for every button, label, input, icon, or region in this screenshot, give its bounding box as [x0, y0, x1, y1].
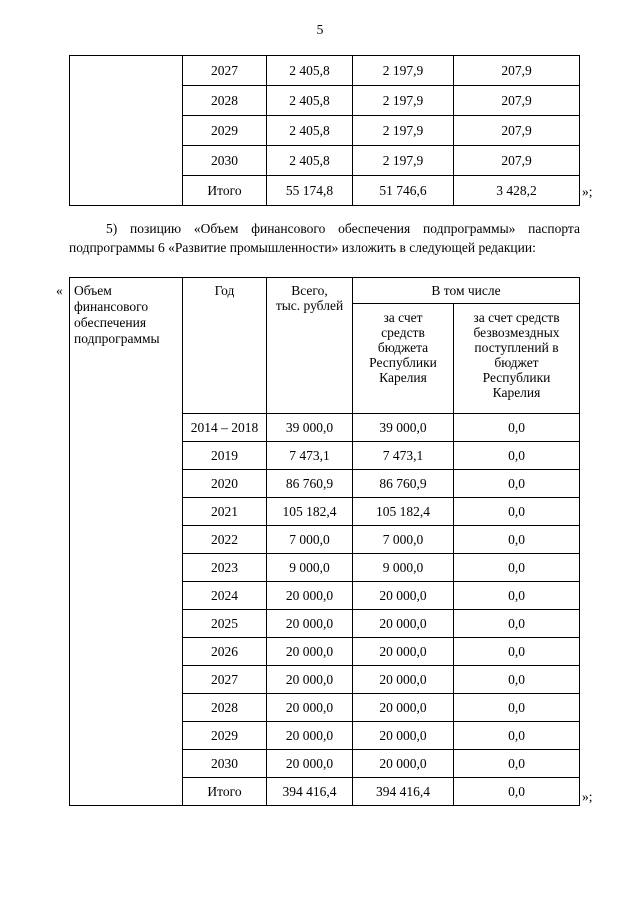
table-cell: 2 197,9	[353, 116, 454, 146]
table-cell: 2 197,9	[353, 86, 454, 116]
table1-closing-quote: »;	[582, 184, 593, 199]
table-cell: 0,0	[454, 442, 580, 470]
page-number: 5	[316, 22, 324, 37]
table-cell: 7 000,0	[267, 526, 353, 554]
table2-opening-quote: «	[56, 283, 63, 298]
header-line: Всего,	[291, 283, 328, 298]
total-header	[267, 278, 353, 414]
table2-closing-quote: »;	[582, 789, 593, 804]
table-cell: 2029	[183, 722, 267, 750]
table-cell: 2 405,8	[267, 56, 353, 86]
header-line: бюджета	[377, 340, 429, 355]
header-line: за счет средств	[473, 310, 560, 325]
table-cell: 20 000,0	[267, 610, 353, 638]
funding-table-subprogram6	[69, 277, 580, 806]
table-cell: 0,0	[454, 582, 580, 610]
table-cell: 2 197,9	[353, 146, 454, 176]
table-cell: 2022	[183, 526, 267, 554]
table-cell: 7 473,1	[353, 442, 454, 470]
table-cell: 0,0	[454, 694, 580, 722]
funding-table-continued	[69, 55, 580, 206]
table-cell: 55 174,8	[267, 176, 353, 206]
table-cell: 0,0	[454, 638, 580, 666]
table-cell: 207,9	[454, 116, 580, 146]
table-cell: 86 760,9	[267, 470, 353, 498]
table-cell: 0,0	[454, 778, 580, 806]
table-cell: 0,0	[454, 722, 580, 750]
table-cell: 20 000,0	[353, 638, 454, 666]
table-cell: 20 000,0	[267, 722, 353, 750]
table-cell: 0,0	[454, 750, 580, 778]
table-cell: 7 473,1	[267, 442, 353, 470]
table-cell: 20 000,0	[353, 722, 454, 750]
table-cell: 39 000,0	[353, 414, 454, 442]
table-cell: 394 416,4	[267, 778, 353, 806]
table-cell: 20 000,0	[267, 582, 353, 610]
table-cell: 2030	[183, 146, 267, 176]
table-cell: 2 197,9	[353, 56, 454, 86]
table-row	[70, 56, 580, 86]
table-cell: 105 182,4	[353, 498, 454, 526]
table-cell: 2024	[183, 582, 267, 610]
label-line: Объем	[74, 283, 112, 298]
label-line: подпрограммы	[74, 331, 160, 346]
table-cell: 207,9	[454, 146, 580, 176]
table-cell: 9 000,0	[353, 554, 454, 582]
amendment-paragraph-line2: подпрограммы 6 «Развитие промышленности» изложить в следующей редакции:	[69, 240, 536, 255]
table-cell: 0,0	[454, 526, 580, 554]
table-cell: 2021	[183, 498, 267, 526]
header-line: Карелия	[379, 370, 427, 385]
table-cell: 2 405,8	[267, 146, 353, 176]
table-cell: 2028	[183, 86, 267, 116]
table-cell: 2026	[183, 638, 267, 666]
header-line: поступлений в	[474, 340, 559, 355]
header-line: за счет	[383, 310, 423, 325]
table-cell: 2030	[183, 750, 267, 778]
table-cell: 0,0	[454, 610, 580, 638]
header-line: средств	[381, 325, 425, 340]
table-cell: 86 760,9	[353, 470, 454, 498]
table-cell: 20 000,0	[267, 638, 353, 666]
table-cell: 2014 – 2018	[183, 414, 267, 442]
year-header: Год	[183, 278, 267, 414]
table-cell: 20 000,0	[353, 666, 454, 694]
label-line: финансового	[74, 299, 149, 314]
table-cell: 2 405,8	[267, 116, 353, 146]
table-cell: 207,9	[454, 56, 580, 86]
budget-header	[353, 304, 454, 414]
table-cell: 0,0	[454, 498, 580, 526]
table-cell: 20 000,0	[353, 582, 454, 610]
table-cell: 2025	[183, 610, 267, 638]
table-cell: 51 746,6	[353, 176, 454, 206]
table-cell: 0,0	[454, 554, 580, 582]
table-cell: 3 428,2	[454, 176, 580, 206]
amendment-paragraph-line1: 5) позицию «Объем финансового обеспечения подпрограммы» паспорта	[106, 221, 580, 236]
free-receipts-header	[454, 304, 580, 414]
header-line: Карелия	[492, 385, 541, 400]
table-cell: 0,0	[454, 666, 580, 694]
table-cell: 0,0	[454, 470, 580, 498]
table-cell: 2027	[183, 666, 267, 694]
table-cell: 2028	[183, 694, 267, 722]
header-line: безвозмездных	[473, 325, 560, 340]
header-line: бюджет	[494, 355, 539, 370]
table-cell: 207,9	[454, 86, 580, 116]
table-cell: 2 405,8	[267, 86, 353, 116]
table-cell: 20 000,0	[267, 694, 353, 722]
table-cell: 9 000,0	[267, 554, 353, 582]
blank-label-cell	[70, 56, 183, 206]
table-cell: 2019	[183, 442, 267, 470]
table-cell: Итого	[183, 778, 267, 806]
table-cell: Итого	[183, 176, 267, 206]
table-cell: 20 000,0	[353, 750, 454, 778]
header-line: Республики	[369, 355, 437, 370]
subprogram-funding-label	[70, 278, 183, 806]
table-cell: 105 182,4	[267, 498, 353, 526]
table-cell: 2029	[183, 116, 267, 146]
header-line: Республики	[482, 370, 551, 385]
table-cell: 20 000,0	[267, 750, 353, 778]
label-line: обеспечения	[74, 315, 147, 330]
table-cell: 2027	[183, 56, 267, 86]
table-cell: 20 000,0	[353, 610, 454, 638]
including-header: В том числе	[353, 278, 580, 304]
table-cell: 7 000,0	[353, 526, 454, 554]
table-cell: 0,0	[454, 414, 580, 442]
table-cell: 2023	[183, 554, 267, 582]
table-cell: 20 000,0	[353, 694, 454, 722]
header-line: тыс. рублей	[275, 298, 344, 313]
table-cell: 20 000,0	[267, 666, 353, 694]
table-cell: 39 000,0	[267, 414, 353, 442]
table-cell: 2020	[183, 470, 267, 498]
table-cell: 394 416,4	[353, 778, 454, 806]
